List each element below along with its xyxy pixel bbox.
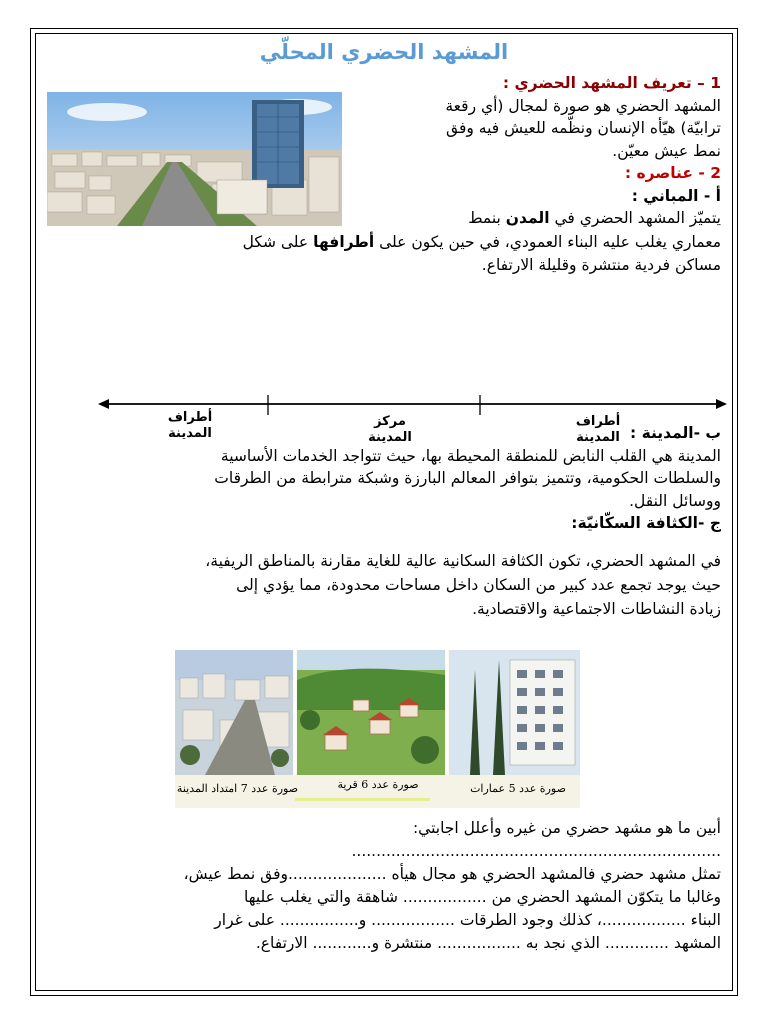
fill-in-line: وغالبا ما يتكوّن المشهد الحضري من ................. شاهقة والتي يغلب عليها (243, 888, 721, 906)
density-line: حيث يوجد تجمع عدد كبير من السكان داخل مساحات محدودة، مما يؤدي إلى (236, 576, 721, 594)
density-line: زيادة النشاطات الاجتماعية والاقتصادية. (472, 600, 721, 618)
fill-in-line: تمثل مشهد حضري فالمشهد الحضري هو مجال هيأه ....................وفق نمط عيش، (183, 865, 721, 883)
page-title: المشهد الحضري المحلّي (259, 40, 509, 64)
buildings-continuation (47, 231, 721, 276)
buildings-line: يتميّز المشهد الحضري في المدن بنمط (468, 209, 721, 227)
caption-photo-5: صورة عدد 5 عمارات (470, 782, 566, 795)
axis-label-left-outskirts: أطراف المدينة (167, 410, 213, 441)
caption-photo-7: صورة عدد 7 امتداد المدينة (176, 782, 299, 795)
density-heading: ج -الكثافة السكّانيّة: (571, 514, 721, 532)
definition-heading: 1 – تعريف المشهد الحضري : (502, 74, 721, 92)
exercise-section (47, 817, 721, 955)
city-line: ووسائل النقل. (629, 491, 721, 510)
city-line: والسلطات الحكومية، وتتميز بتوافر المعالم البارزة وشبكة مترابطة من الطرقات (214, 469, 721, 487)
fill-in-line: البناء .................، كذلك وجود الطرقات ................. و................ على غرار (214, 911, 721, 929)
city-line: المدينة هي القلب النابض للمنطقة المحيطة بها، حيث تتواجد الخدمات الأساسية (220, 446, 721, 465)
elements-heading: 2 - عناصره : (624, 164, 721, 182)
buildings-line: مساكن فردية منتشرة وقليلة الارتفاع. (481, 255, 721, 274)
buildings-heading: أ - المباني : (631, 186, 721, 205)
city-extension-photo (175, 650, 293, 775)
apartment-buildings-photo (449, 650, 580, 775)
village-photo (297, 650, 445, 775)
section-city (47, 422, 721, 535)
definition-line: ترابيّة) هيّأه الإنسان ونظّمه للعيش فيه وفق (446, 119, 721, 137)
buildings-line: معماري يغلب عليه البناء العمودي، في حين يكون على أطرافها على شكل (242, 233, 721, 251)
city-heading: ب -المدينة : (629, 424, 721, 442)
city-skyline-photo (47, 92, 342, 226)
photo-captions (175, 778, 580, 804)
density-line: في المشهد الحضري، تكون الكثافة السكانية عالية للغاية مقارنة بالمناطق الريفية، (205, 552, 721, 570)
axis-label-right-outskirts: أطراف المدينة (575, 414, 621, 445)
definition-line: نمط عيش معيّن. (612, 141, 721, 160)
definition-line: المشهد الحضري هو صورة لمجال (أي رقعة (445, 96, 721, 115)
answer-blank-line: ........................................................................... (351, 842, 721, 860)
fill-in-line: المشهد ............. الذي نجد به ................. منتشرة و............ الارتفاع. (255, 934, 721, 952)
caption-photo-6: صورة عدد 6 قرية (337, 778, 419, 791)
section-1 (345, 72, 721, 230)
axis-label-city-center: مركز المدينة (368, 414, 412, 445)
density-body (47, 549, 721, 621)
exercise-question: أبين ما هو مشهد حضري من غيره وأعلل اجابتي: (412, 819, 721, 837)
